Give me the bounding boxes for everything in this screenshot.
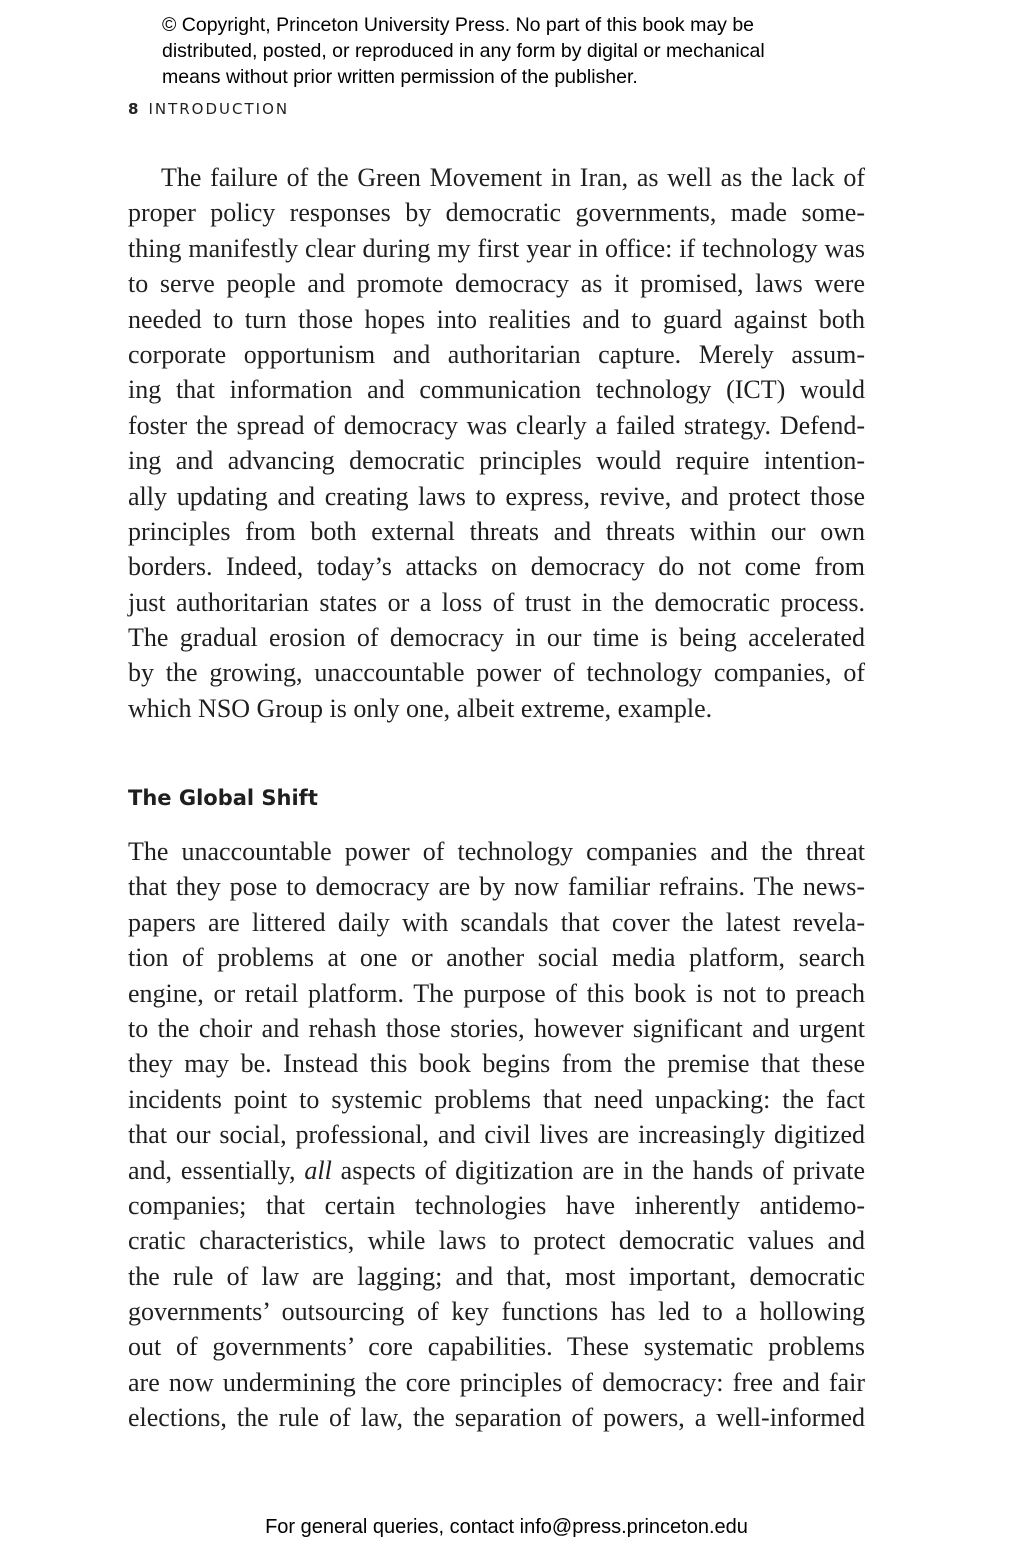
text-line: governments’ outsourcing of key functions has led to a hollowing [128, 1297, 865, 1327]
text-line: just authoritarian states or a loss of trust in the democratic process. [128, 587, 865, 617]
text-segment: aspects of digitization are in the hands of private [331, 1155, 865, 1185]
text-line: that our social, professional, and civil lives are increasingly digitized [128, 1120, 865, 1150]
text-line: papers are littered daily with scandals that cover the latest revela- [128, 907, 865, 937]
text-line: tion of problems at one or another social media platform, search [128, 943, 865, 973]
text-line: ing and advancing democratic principles would require intention- [128, 446, 865, 476]
page-number: 8 [128, 100, 139, 118]
emphasis-text: all [304, 1155, 332, 1185]
paragraph-1 [128, 160, 865, 726]
text-line: out of governments’ core capabilities. These systematic problems [128, 1332, 865, 1362]
paragraph-2 [128, 834, 865, 1436]
copyright-line: means without prior written permission of the publisher. [162, 66, 638, 88]
text-segment: and, essentially, [128, 1155, 305, 1185]
text-line: foster the spread of democracy was clearly a failed strategy. Defend- [128, 410, 865, 440]
text-line: to serve people and promote democracy as it promised, laws were [128, 269, 865, 299]
text-line: The gradual erosion of democracy in our time is being accelerated [128, 623, 865, 653]
running-head-section: INTRODUCTION [148, 100, 290, 118]
text-line: ally updating and creating laws to express, revive, and protect those [128, 481, 865, 511]
copyright-line: © Copyright, Princeton University Press. No part of this book may be [162, 14, 755, 36]
section-heading: The Global Shift [128, 786, 318, 810]
text-line: elections, the rule of law, the separation of powers, a well-informed [128, 1403, 865, 1433]
text-line: The unaccountable power of technology companies and the threat [128, 837, 865, 866]
text-line: cratic characteristics, while laws to protect democratic values and [128, 1226, 865, 1256]
text-line: thing manifestly clear during my first year in office: if technology was [128, 233, 865, 263]
text-line: proper policy responses by democratic governments, made some- [128, 198, 865, 228]
text-line: to the choir and rehash those stories, however significant and urgent [128, 1013, 865, 1043]
copyright-notice [162, 12, 882, 90]
copyright-line: distributed, posted, or reproduced in any form by digital or mechanical [162, 40, 765, 62]
text-line: corporate opportunism and authoritarian capture. Merely assum- [128, 339, 865, 369]
footer-contact: For general queries, contact info@press.princeton.edu [265, 1516, 748, 1538]
text-line: which NSO Group is only one, albeit extreme, example. [128, 693, 713, 723]
text-line: that they pose to democracy are by now familiar refrains. The news- [128, 872, 865, 902]
text-line: they may be. Instead this book begins from the premise that these [128, 1049, 865, 1079]
text-line: are now undermining the core principles of democracy: free and fair [128, 1367, 865, 1397]
text-line: incidents point to systemic problems that need unpacking: the fact [128, 1084, 865, 1114]
text-line: ing that information and communication technology (ICT) would [128, 375, 865, 405]
text-line-with-emphasis [128, 1153, 865, 1188]
text-line: companies; that certain technologies have inherently antidemo- [128, 1190, 865, 1220]
text-line: borders. Indeed, today’s attacks on democracy do not come from [128, 552, 865, 582]
text-line: by the growing, unaccountable power of technology companies, of [128, 658, 865, 688]
running-head [128, 100, 289, 118]
text-line: needed to turn those hopes into realities and to guard against both [128, 304, 865, 334]
text-line: the rule of law are lagging; and that, most important, democratic [128, 1261, 865, 1291]
text-line: engine, or retail platform. The purpose of this book is not to preach [128, 978, 865, 1008]
text-line: principles from both external threats and threats within our own [128, 516, 865, 546]
text-line: The failure of the Green Movement in Iran, as well as the lack of [161, 163, 865, 192]
